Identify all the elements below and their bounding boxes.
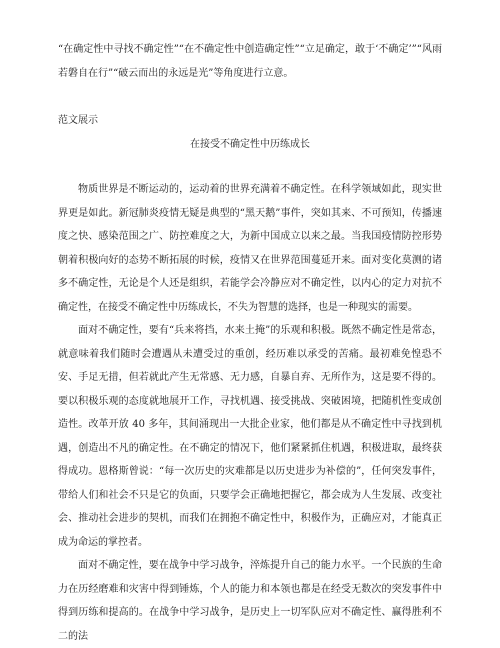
body-paragraph-1: 物质世界是不断运动的，运动着的世界充满着不确定性。在科学领域如此，现实世界更是如此。新冠肺炎疫情无疑是典型的“黑天鹅”事件，突如其来、不可预知，传播速度之快、感染范围之广、防控难度之大，为新中国成立以来之最。当我国疫情防控形势朝着积极向好的态势不断拓展的时候，疫情又在世界范围蔓延开来。面对变化莫测的诸多不确定性，无论是个人还是组织，若能学会冷静应对不确定性，以内心的定力对抗不确定性，在接受不确定性中历练成长，不失为智慧的选择，也是一种现实的需要。	[58, 184, 442, 313]
section-label: 范文展示	[58, 115, 98, 126]
intro-paragraph: “在确定性中寻找不确定性”“在不确定性中创造确定性”“立足确定，敢于‘不确定’”“风雨若磐自在行”“破云而出的永远是光”等角度进行立意。	[58, 44, 442, 79]
body-paragraph-3: 面对不确定性，要在战争中学习战争，淬炼提升自己的能力水平。一个民族的生命力在历经磨难和灾害中得到锤炼，个人的能力和本领也都是在经受无数次的突发事件中得到历练和提高的。在战争中学习战争，是历史上一切军队应对不确定性、赢得胜利不二的法	[58, 560, 442, 642]
essay-title: 在接受不确定性中历练成长	[190, 138, 310, 150]
body-paragraph-2: 面对不确定性，要有“兵来将挡，水来土掩”的乐观和积极。既然不确定性是常态，就意味着我们随时会遭遇从未遭受过的重创，经历难以承受的苦痛。最初难免惶恐不安、手足无措，但若就此产生无常感、无力感，自暴自弃、无所作为，这是要不得的。要以积极乐观的态度就地展开工作，寻找机遇、接受挑战、突破困境，把随机性变成创造性。改革开放 40 多年，其间涌现出一大批企业家，他们都是从不确定性中寻找到机遇，创造出不凡的确定性。在不确定的情况下，他们紧紧抓住机遇，积极进取，最终获得成功。恩格斯曾说：“每一次历史的灾难都是以历史进步为补偿的”，任何突发事件，带给人们和社会不只是它的负面，只要学会正确地把握它，都会成为人生发展、改变社会、推动社会进步的契机，而我们在拥抱不确定性中，积极作为，正确应对，才能真正成为命运的掌控者。	[58, 325, 442, 548]
